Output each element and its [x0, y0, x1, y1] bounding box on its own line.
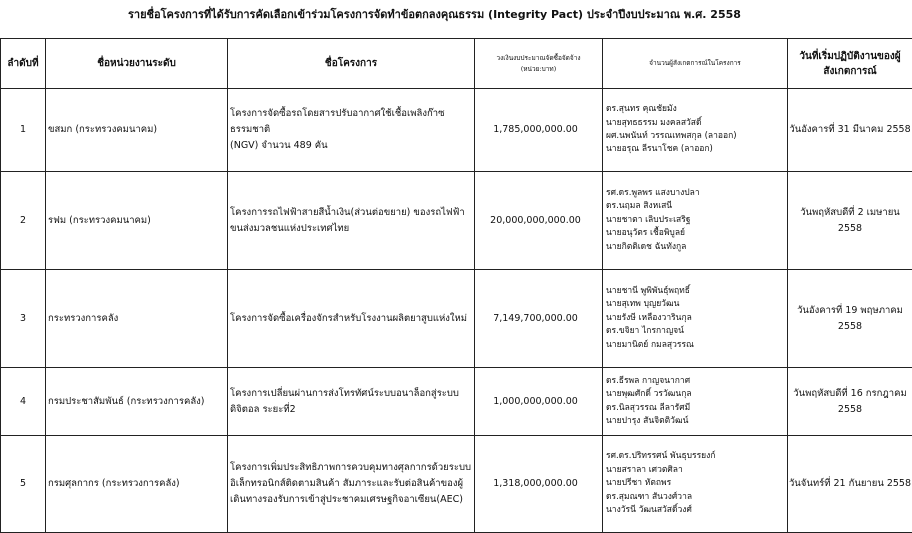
header-start-date: วันที่เริ่มปฏิบัติงานของผู้สังเกตการณ์: [788, 39, 912, 89]
table-row: [1, 89, 912, 172]
row-project: [228, 270, 475, 368]
header-observers: จำนวนผู้สังเกตการณ์ในโครงการ: [603, 39, 788, 89]
row-agency: กระทรวงการคลัง: [46, 270, 228, 368]
row-no: 5: [1, 436, 46, 533]
start-date-line: วันพฤหัสบดีที่ 2 เมษายน: [788, 205, 912, 221]
observer-name: ดร.ธีรพล กาญจนากาศ: [606, 375, 787, 388]
start-date-line: 2558: [788, 221, 912, 237]
row-agency: รฟม (กระทรวงคมนาคม): [46, 172, 228, 270]
row-agency: กรมประชาสัมพันธ์ (กระทรวงการคลัง): [46, 368, 228, 436]
observer-name: นายสุเทพ บุญยวัฒน: [606, 298, 787, 311]
table-row: [1, 368, 912, 436]
row-observers: [603, 270, 788, 368]
observer-name: นายปรีชา หัตถพร: [606, 477, 787, 490]
observer-name: ดร.นฤมล สิงหเสนี: [606, 200, 787, 213]
start-date-line: วันอังคารที่ 19 พฤษภาคม: [788, 303, 912, 319]
row-agency: ขสมก (กระทรวงคมนาคม): [46, 89, 228, 172]
observer-name: นายชานี พูพิพันธุ์พฤทธิ์: [606, 285, 787, 298]
observer-name: นายกิตติเดช ฉันทังกูล: [606, 241, 787, 254]
row-observers: [603, 89, 788, 172]
projects-table: [0, 38, 912, 533]
observer-name: ผศ.นพนันท์ วรรณเทพสกุล (ลาออก): [606, 130, 787, 143]
observer-name: นายสราลา เศวตศิลา: [606, 464, 787, 477]
row-observers: [603, 368, 788, 436]
start-date-line: 2558: [788, 402, 912, 418]
row-budget: 1,000,000,000.00: [475, 368, 603, 436]
row-project: [228, 368, 475, 436]
row-no: 1: [1, 89, 46, 172]
observer-name: นายมานิตย์ กมลสุวรรณ: [606, 339, 787, 352]
project-line: อิเล็กทรอนิกส์ติดตามสินค้า สัมภาระและรับต่อสินค้าของผู้: [230, 476, 474, 492]
project-line: โครงการรถไฟฟ้าสายสีน้ำเงิน(ส่วนต่อขยาย) ของรถไฟฟ้า: [230, 205, 474, 221]
row-project: [228, 89, 475, 172]
row-budget: 1,785,000,000.00: [475, 89, 603, 172]
row-budget: 1,318,000,000.00: [475, 436, 603, 533]
header-project: ชื่อโครงการ: [228, 39, 475, 89]
observer-name: รศ.ดร.พูลพร แสงบางปลา: [606, 187, 787, 200]
observer-name: นายปารุง สันจิตติวัฒน์: [606, 415, 787, 428]
row-budget: 20,000,000,000.00: [475, 172, 603, 270]
row-observers: [603, 436, 788, 533]
start-date-line: วันจันทร์ที่ 21 กันยายน 2558: [788, 476, 912, 492]
project-line: ขนส่งมวลชนแห่งประเทศไทย: [230, 221, 474, 237]
row-budget: 7,149,700,000.00: [475, 270, 603, 368]
row-start-date: [788, 368, 912, 436]
row-no: 4: [1, 368, 46, 436]
header-budget-line-2: (หน่วย:บาท): [475, 64, 602, 75]
project-line: โครงการจัดซื้อเครื่องจักรสำหรับโรงงานผลิตยาสูบแห่งใหม่: [230, 311, 474, 327]
observer-name: รศ.ดร.ปริทรรศน์ พันธุบรรยงก์: [606, 450, 787, 463]
table-header-row: [1, 39, 912, 89]
project-line: เดินทางรองรับการเข้าสู่ประชาคมเศรษฐกิจอาเซียน(AEC): [230, 492, 474, 508]
row-no: 3: [1, 270, 46, 368]
row-no: 2: [1, 172, 46, 270]
observer-name: นายพุฒศักดิ์ วรวัฒนกุล: [606, 388, 787, 401]
start-date-line: วันอังคารที่ 31 มีนาคม 2558: [788, 122, 912, 138]
observer-name: นางวัรนี วัฒนสวัสดิ์วงศ์: [606, 504, 787, 517]
table-row: [1, 270, 912, 368]
table-row: [1, 436, 912, 533]
project-line: (NGV) จำนวน 489 คัน: [230, 138, 474, 154]
row-start-date: [788, 270, 912, 368]
observer-name: นายรังษี เหลืองวารินกุล: [606, 312, 787, 325]
page-title: รายชื่อโครงการที่ได้รับการคัดเลือกเข้าร่วมโครงการจัดทำข้อตกลงคุณธรรม (Integrity Pact) ประจำปีงบประมาณ พ.ศ. 2558: [128, 5, 741, 23]
row-start-date: [788, 436, 912, 533]
project-line: โครงการจัดซื้อรถโดยสารปรับอากาศใช้เชื้อเพลิงก๊าซธรรมชาติ: [230, 106, 474, 138]
row-start-date: [788, 172, 912, 270]
observer-name: นายสุทธธรรม มงคลสวัสดิ์: [606, 117, 787, 130]
observer-name: ดร.นิลสุวรรณ ลีลารัศมี: [606, 402, 787, 415]
row-project: [228, 436, 475, 533]
header-budget-line-1: วงเงินงบประมาณจัดซื้อจัดจ้าง: [475, 53, 602, 64]
observer-name: ดร.สุนทร คุณชัยมัง: [606, 103, 787, 116]
project-line: โครงการเปลี่ยนผ่านการส่งโทรทัศน์ระบบอนาล็อกสู่ระบบ: [230, 386, 474, 402]
observer-name: ดร.สุมณฑา สันวงศ์วาล: [606, 491, 787, 504]
row-start-date: [788, 89, 912, 172]
project-line: โครงการเพิ่มประสิทธิภาพการควบคุมทางศุลกากรด้วยระบบ: [230, 460, 474, 476]
observer-name: นายชาตา เลิบประเสริฐ: [606, 214, 787, 227]
observer-name: ดร.ขจิยา ไกรกาญจน์: [606, 325, 787, 338]
observer-name: นายอนุวัตร เชื้อพิบูลย์: [606, 227, 787, 240]
table-row: [1, 172, 912, 270]
row-observers: [603, 172, 788, 270]
header-agency: ชื่อหน่วยงานระดับ: [46, 39, 228, 89]
start-date-line: 2558: [788, 319, 912, 335]
row-project: [228, 172, 475, 270]
header-budget: [475, 39, 603, 89]
row-agency: กรมศุลกากร (กระทรวงการคลัง): [46, 436, 228, 533]
project-line: ดิจิตอล ระยะที่2: [230, 402, 474, 418]
observer-name: นายอรุณ ลีรนาโชค (ลาออก): [606, 143, 787, 156]
start-date-line: วันพฤหัสบดีที่ 16 กรกฎาคม: [788, 386, 912, 402]
header-no: ลำดับที่: [1, 39, 46, 89]
